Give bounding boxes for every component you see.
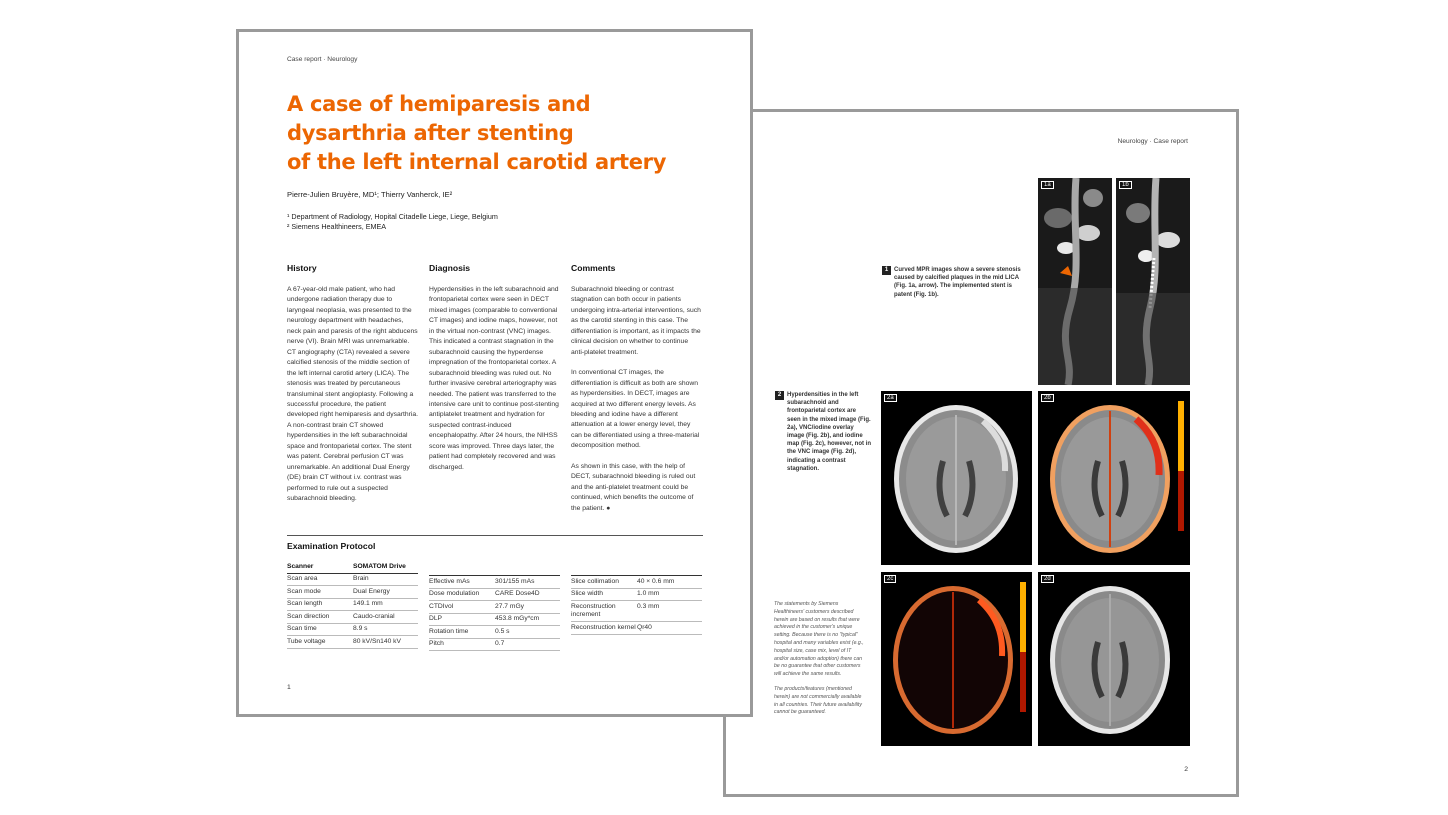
section-divider bbox=[287, 535, 703, 536]
affiliation: ¹ Department of Radiology, Hopital Citadelle Liege, Liege, Belgium bbox=[287, 212, 498, 221]
paragraph: As shown in this case, with the help of DECT, subarachnoid bleeding is ruled out and the anti-platelet treatment could be continued, which benefits the outcome of the patient. ● bbox=[571, 462, 696, 512]
disclaimer-paragraph: The products/features (mentioned herein) are not commercially available in all countries. Their future availability cannot be guaranteed. bbox=[774, 685, 862, 716]
table-row: Effective mAs 301/155 mAs bbox=[429, 576, 560, 589]
table-row: Dose modulation CARE Dose4D bbox=[429, 588, 560, 601]
article-title bbox=[287, 90, 687, 177]
column-text-history bbox=[287, 285, 419, 515]
panel-label: 1b bbox=[1119, 181, 1132, 189]
table-row: Pitch 0.7 bbox=[429, 638, 560, 651]
panel-label: 2a bbox=[884, 394, 897, 402]
table-row: Reconstruction kernel Qr40 bbox=[571, 622, 702, 635]
page-number: 1 bbox=[287, 684, 291, 691]
figure-1-caption: Curved MPR images show a severe stenosis caused by calcified plaques in the mid LICA (Fig. 1a, arrow). The implemented stent is patent (Fig. 1b). bbox=[894, 267, 1021, 298]
title-line: of the left internal carotid artery bbox=[287, 150, 667, 174]
table-row: Scan direction Caudo-cranial bbox=[287, 611, 418, 624]
panel-label: 1a bbox=[1041, 181, 1054, 189]
figure-2d-image bbox=[1038, 572, 1190, 746]
panel-label: 2c bbox=[884, 575, 896, 583]
table-row: Slice width 1.0 mm bbox=[571, 588, 702, 601]
paragraph: Subarachnoid bleeding or contrast stagnation can both occur in patients undergoing intra-arterial interventions, such as the carotid stenting in this case. The differentiation is important, as it impacts the clinical decision on whether to continue anti-platelet treatment. bbox=[571, 286, 701, 356]
breadcrumb: Case report · Neurology bbox=[287, 56, 358, 63]
table-row: Scanner SOMATOM Drive bbox=[287, 561, 418, 573]
column-text-diagnosis bbox=[429, 285, 561, 483]
title-line: dysarthria after stenting bbox=[287, 121, 574, 145]
table-row: Scan area Brain bbox=[287, 573, 418, 586]
figure-1b-image bbox=[1116, 178, 1190, 385]
paragraph: Hyperdensities in the left subarachnoid and frontoparietal cortex were seen in DECT mixed images (comparable to conventional CT images) and iodine maps, however, not in the virtual non-contrast (VNC) images. This indicated a contrast stagnation in the subarachnoid causing the hyperdense impregnation of the frontoparietal cortex. A subarachnoid bleeding was ruled out. No further invasive cerebral arteriography was needed. The patient was transferred to the intensive care unit to continue post-stenting antiplatelet treatment and hydration for suspected contrast-induced encephalopathy. After 24 hours, the NIHSS score was improved. Three days later, the patient had completely recovered and was discharged. bbox=[429, 286, 559, 471]
affiliations bbox=[287, 212, 498, 232]
figure-number-badge: 1 bbox=[882, 266, 891, 275]
figure-2b-image bbox=[1038, 391, 1190, 565]
document-page-2 bbox=[723, 109, 1239, 797]
disclaimer-paragraph: The statements by Siemens Healthineers' customers described herein are based on results that were achieved in the customer's unique setting. Because there is no "typical" hospital and many variables exist (e.g., hospital size, case mix, level of IT and/or automation adoption) there can be no guarantee that other customers will achieve the same results. bbox=[774, 601, 864, 678]
paragraph: In conventional CT images, the differentiation is difficult as both are shown as hyperdensities. In DECT, images are acquired at two different energy levels. As bleeding and iodine have a different attenuation at a lower energy level, they can be differentiated using a three-material decomposition method. bbox=[571, 369, 700, 450]
title-line: A case of hemiparesis and bbox=[287, 92, 591, 116]
table-row: CTDIvol 27.7 mGy bbox=[429, 601, 560, 614]
authors: Pierre-Julien Bruyère, MD¹; Thierry Vanherck, IE² bbox=[287, 190, 453, 199]
table-row: Scan time 8.9 s bbox=[287, 623, 418, 636]
column-heading-history: History bbox=[287, 263, 317, 273]
affiliation: ² Siemens Healthineers, EMEA bbox=[287, 222, 387, 231]
document-page-1 bbox=[236, 29, 753, 717]
table-row: Slice collimation 40 × 0.6 mm bbox=[571, 576, 702, 589]
protocol-table-2 bbox=[429, 575, 560, 651]
figure-2a-image bbox=[881, 391, 1032, 565]
protocol-table-3 bbox=[571, 575, 702, 635]
figure-number-badge: 2 bbox=[775, 391, 784, 400]
figure-2c-image bbox=[881, 572, 1032, 746]
panel-label: 2b bbox=[1041, 394, 1054, 402]
page-number: 2 bbox=[1184, 766, 1188, 773]
table-row: DLP 453.8 mGy*cm bbox=[429, 613, 560, 626]
disclaimer bbox=[774, 601, 866, 724]
column-text-comments bbox=[571, 285, 703, 524]
table-row: Reconstruction increment 0.3 mm bbox=[571, 601, 702, 622]
column-heading-comments: Comments bbox=[571, 263, 616, 273]
protocol-title: Examination Protocol bbox=[287, 541, 376, 551]
panel-label: 2d bbox=[1041, 575, 1054, 583]
table-row: Tube voltage 80 kV/Sn140 kV bbox=[287, 636, 418, 649]
protocol-table-1 bbox=[287, 561, 418, 649]
paragraph: A 67-year-old male patient, who had undergone radiation therapy due to laryngeal neoplasia, was presented to the neurology department with headaches, neck pain and paresis of the right abducens nerve (VI). Brain MRI was unremarkable. CT angiography (CTA) revealed a severe calcified stenosis of the middle section of the left internal carotid artery (LICA). The stenosis was treated by percutaneous transluminal stent angioplasty. Following a successful procedure, the patient developed right hemiparesis and dysarthria. A non-contrast brain CT showed hyperdensities in the left subarachnoidal space and frontoparietal cortex. The stent was patent. Cerebral perfusion CT was unremarkable. An additional Dual Energy (DE) brain CT without i.v. contrast was performed to rule out a suspected subarachnoid bleeding. bbox=[287, 286, 418, 503]
figure-1a-image bbox=[1038, 178, 1112, 385]
table-row: Scan mode Dual Energy bbox=[287, 586, 418, 599]
table-row: Rotation time 0.5 s bbox=[429, 626, 560, 639]
breadcrumb: Neurology · Case report bbox=[1117, 138, 1188, 145]
table-row: Scan length 149.1 mm bbox=[287, 598, 418, 611]
column-heading-diagnosis: Diagnosis bbox=[429, 263, 471, 273]
figure-2-caption: Hyperdensities in the left subarachnoid and frontoparietal cortex are seen in the mixed image (Fig. 2a), VNC/iodine overlay image (Fig. 2b), and iodine map (Fig. 2c), however, not in the VNC image (Fig. 2d), indicating a contrast stagnation. bbox=[787, 392, 872, 472]
